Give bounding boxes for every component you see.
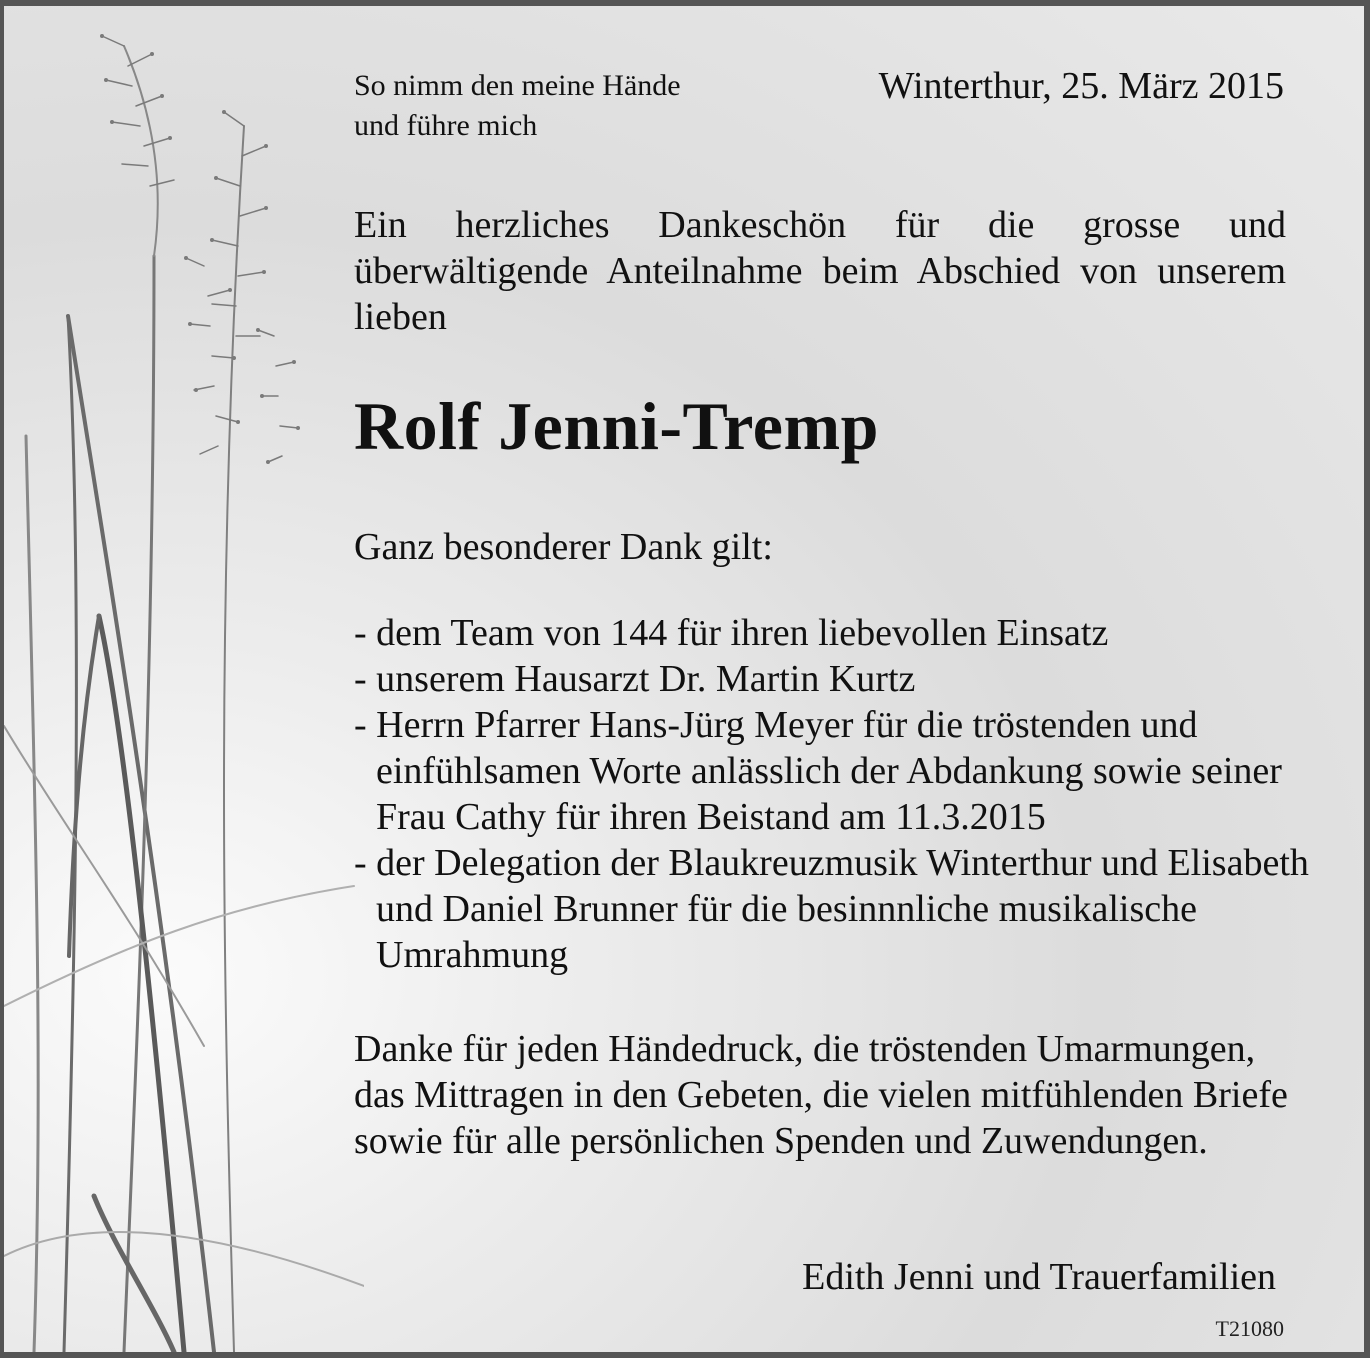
- closing-thanks: Danke für jeden Händedruck, die tröstenden Umarmungen, das Mittragen in den Gebeten, die vielen mitfühlenden Briefe sowie für alle persönlichen Spenden und Zuwendungen.: [354, 1028, 1288, 1162]
- grass-illustration: [4, 6, 364, 1352]
- place-date: Winterthur, 25. März 2015: [878, 65, 1284, 107]
- list-item: - der Delegation der Blaukreuzmusik Winterthur und Elisabeth und Daniel Brunner für die besinnnliche musikalische Umrahmung: [354, 842, 1309, 976]
- deceased-name: Rolf Jenni-Tremp: [354, 388, 879, 464]
- intro-text: Ein herzliches Dankeschön für die grosse und überwältigende Anteilnahme beim Abschied von unserem lieben: [354, 204, 1286, 338]
- thanks-list: [354, 610, 1314, 978]
- signature: Edith Jenni und Trauerfamilien: [802, 1256, 1276, 1298]
- list-item: - dem Team von 144 für ihren liebevollen Einsatz: [354, 612, 1109, 654]
- list-item: - unserem Hausarzt Dr. Martin Kurtz: [354, 658, 916, 700]
- list-item: - Herrn Pfarrer Hans-Jürg Meyer für die tröstenden und einfühlsamen Worte anlässlich der Abdankung sowie seiner Frau Cathy für ihren Beistand am 11.3.2015: [354, 704, 1282, 838]
- obituary-card: [4, 6, 1364, 1352]
- motto: So nimm den meine Hände und führe mich: [354, 69, 681, 142]
- special-thanks-heading: Ganz besonderer Dank gilt:: [354, 526, 773, 568]
- ad-code: T21080: [1215, 1316, 1284, 1341]
